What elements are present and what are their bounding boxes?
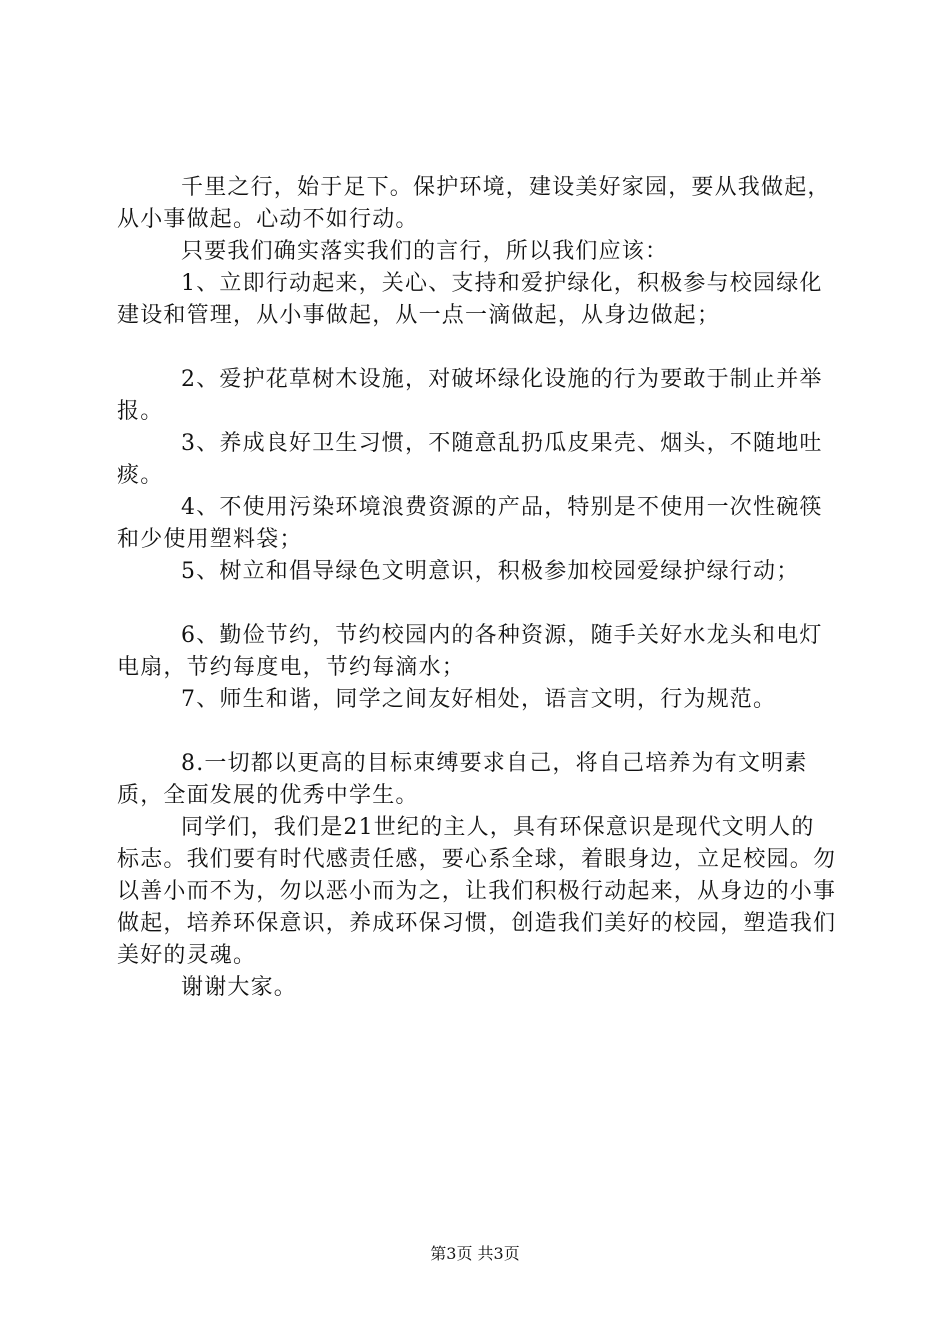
paragraph-item-3: 3、养成良好卫生习惯，不随意乱扔瓜皮果壳、烟头，不随地吐痰。 [117, 431, 823, 488]
paragraph-item-6: 6、勤俭节约，节约校园内的各种资源，随手关好水龙头和电灯电扇，节约每度电，节约每滴水； [117, 623, 823, 680]
paragraph-item-1: 1、立即行动起来，关心、支持和爱护绿化，积极参与校园绿化建设和管理，从小事做起，从一点一滴做起，从身边做起； [117, 271, 823, 328]
paragraph-lead-in: 只要我们确实落实我们的言行，所以我们应该： [181, 239, 669, 264]
paragraph-intro: 千里之行，始于足下。保护环境，建设美好家园，要从我做起，从小事做起。心动不如行动。 [117, 175, 831, 232]
paragraph-item-4: 4、不使用污染环境浪费资源的产品，特别是不使用一次性碗筷和少使用塑料袋； [117, 495, 823, 552]
page-footer [0, 1244, 950, 1264]
paragraph-item-8: 8.一切都以更高的目标束缚要求自己，将自己培养为有文明素质，全面发展的优秀中学生。 [117, 751, 808, 808]
paragraph-item-7: 7、师生和谐，同学之间友好相处，语言文明，行为规范。 [181, 687, 777, 712]
paragraph-closing: 同学们，我们是21世纪的主人，具有环保意识是现代文明人的标志。我们要有时代感责任感，要心系全球，着眼身边，立足校园。勿以善小而不为，勿以恶小而为之，让我们积极行动起来，从身边的小事做起，培养环保意识，养成环保习惯，创造我们美好的校园，塑造我们美好的灵魂。 [117, 815, 837, 968]
paragraph-item-5: 5、树立和倡导绿色文明意识，积极参加校园爱绿护绿行动； [181, 559, 800, 584]
document-body [117, 172, 837, 1004]
paragraph-thanks: 谢谢大家。 [181, 975, 298, 1000]
page-number-label: 第3页 共3页 [430, 1244, 520, 1263]
paragraph-item-2: 2、爱护花草树木设施，对破坏绿化设施的行为要敢于制止并举报。 [117, 367, 823, 424]
